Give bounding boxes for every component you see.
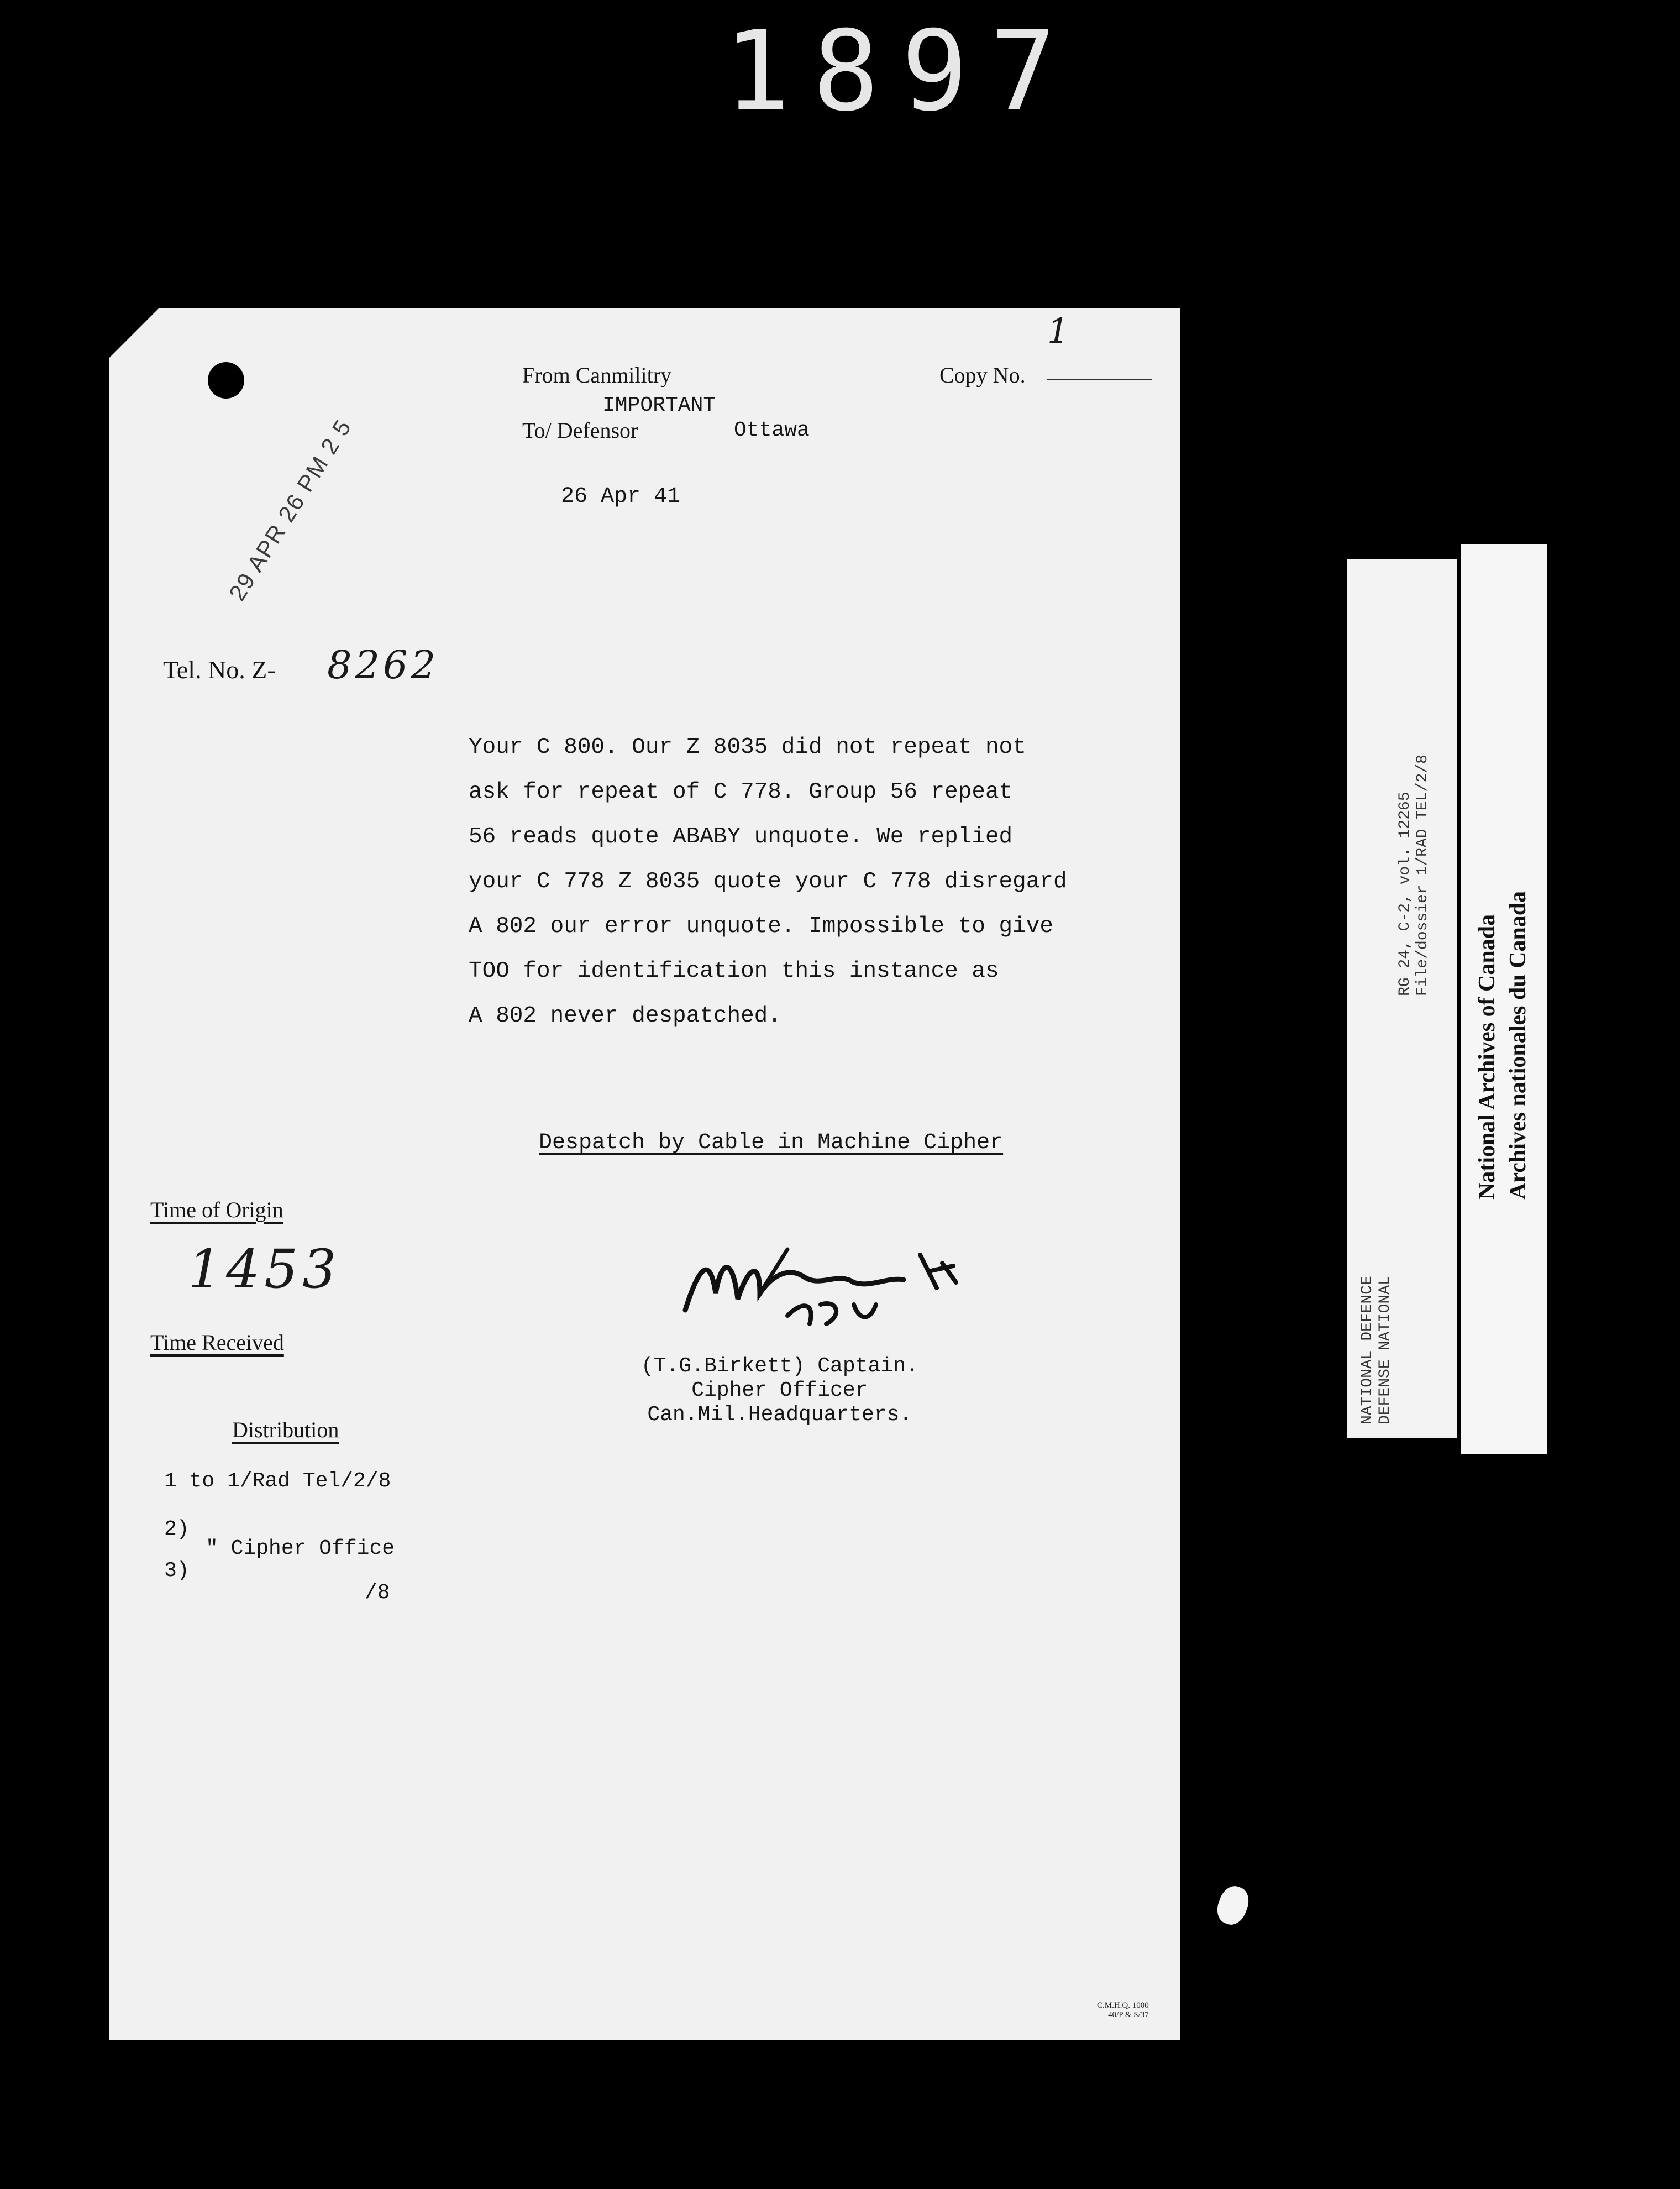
telegram-number-label: Tel. No. Z-: [163, 656, 276, 684]
from-line: [522, 362, 671, 388]
corner-fold: [109, 308, 159, 358]
message-date: 26 Apr 41: [561, 484, 681, 509]
archives-name: [1472, 891, 1534, 1200]
archives-name-strip: [1461, 544, 1547, 1454]
from-value: Canmilitry: [575, 363, 672, 387]
archive-reference: [1397, 755, 1432, 996]
time-of-origin-value: 1453: [188, 1238, 341, 1300]
reference-line: RG 24, C-2, vol. 12265: [1397, 792, 1414, 996]
body-line: ask for repeat of C 778. Group 56 repeat: [469, 779, 1013, 805]
punch-hole: [208, 362, 244, 399]
archives-name-en: National Archives of Canada: [1474, 914, 1500, 1200]
archives-name-fr: Archives nationales du Canada: [1505, 891, 1531, 1200]
to-value: Defensor: [556, 418, 638, 443]
signatory-role: Cipher Officer: [691, 1379, 868, 1402]
to-line: [522, 417, 638, 443]
agency-label: [1359, 1276, 1394, 1425]
received-date-stamp: 29 APR 26 PM 2 5: [224, 414, 356, 605]
form-code-line: C.M.H.Q. 1000: [1097, 2001, 1149, 2010]
distribution-line-3-text: /8: [365, 1581, 390, 1605]
document-page: [109, 308, 1180, 2040]
time-received-label: Time Received: [150, 1330, 284, 1355]
from-label: From: [522, 363, 570, 387]
form-code-line: 40/P & S/37: [1108, 2010, 1149, 2019]
signature-block: [641, 1354, 918, 1427]
body-line: A 802 never despatched.: [469, 1003, 781, 1029]
distribution-line-2-number: 2): [164, 1517, 190, 1541]
body-line: A 802 our error unquote. Impossible to give: [469, 914, 1053, 939]
archive-reference-strip: [1347, 559, 1457, 1438]
distribution-line-2-text: " Cipher Office: [206, 1537, 395, 1560]
body-line: 56 reads quote ABABY unquote. We replied: [469, 824, 1013, 850]
copy-no-mark: 1: [1047, 311, 1069, 351]
priority-label: IMPORTANT: [602, 394, 716, 417]
time-of-origin-label: Time of Origin: [150, 1197, 284, 1222]
distribution-label: Distribution: [232, 1417, 339, 1442]
reference-line: File/dossier 1/RAD TEL/2/8: [1414, 755, 1431, 996]
copy-no-label: Copy No.: [939, 363, 1026, 387]
telegram-number: 8262: [327, 642, 439, 688]
body-line: TOO for identification this instance as: [469, 959, 999, 984]
to-city: Ottawa: [734, 418, 810, 442]
film-speck: [1213, 1882, 1253, 1929]
microfilm-frame-number: 1897: [724, 7, 1079, 136]
body-line: your C 778 Z 8035 quote your C 778 disregard: [469, 869, 1067, 894]
distribution-line-3-number: 3): [164, 1559, 190, 1583]
body-line: Your C 800. Our Z 8035 did not repeat not: [469, 735, 1026, 760]
form-code: [1097, 2001, 1149, 2020]
agency-line: DEFENSE NATIONAL: [1377, 1276, 1394, 1425]
copy-no-line: [1047, 379, 1152, 380]
message-body: [469, 725, 1067, 1039]
despatch-instruction: Despatch by Cable in Machine Cipher: [539, 1130, 1004, 1155]
agency-line: NATIONAL DEFENCE: [1359, 1276, 1376, 1425]
signatory-unit: Can.Mil.Headquarters.: [647, 1403, 912, 1427]
distribution-line-1: 1 to 1/Rad Tel/2/8: [164, 1469, 391, 1493]
signatory-name: (T.G.Birkett) Captain.: [641, 1354, 918, 1378]
handwritten-signature: [677, 1233, 986, 1343]
to-label: To/: [522, 418, 552, 443]
